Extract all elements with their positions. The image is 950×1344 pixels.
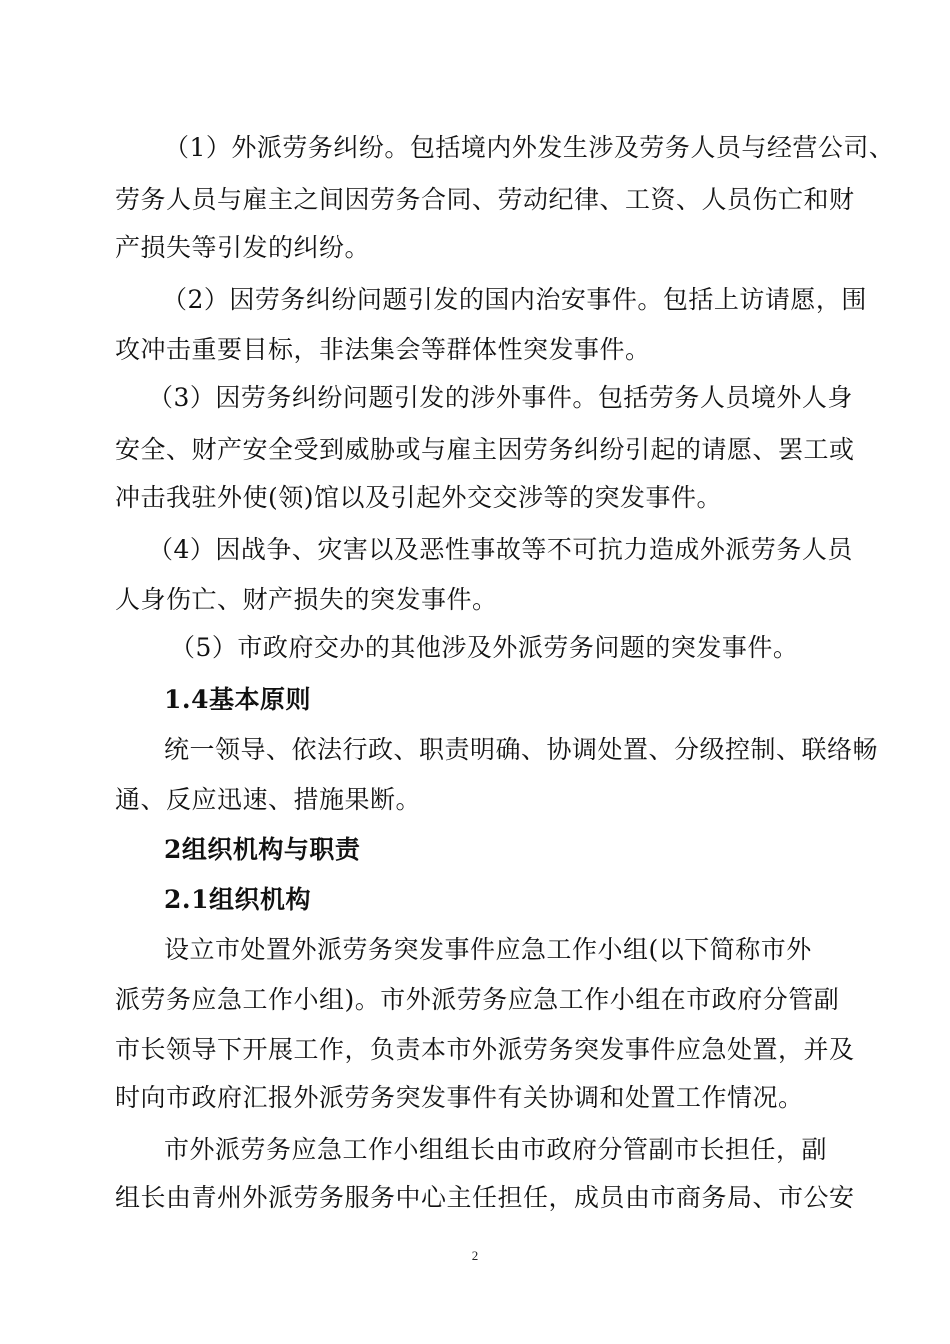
text-line: 市长领导下开展工作，负责本市外派劳务突发事件应急处置，并及 <box>115 1035 855 1064</box>
text-line: （3）因劳务纠纷问题引发的涉外事件。包括劳务人员境外人身 <box>148 383 853 412</box>
text-line: 通、反应迅速、措施果断。 <box>115 785 422 814</box>
text-line: （2）因劳务纠纷问题引发的国内治安事件。包括上访请愿，围 <box>162 285 867 314</box>
text-line: （5）市政府交办的其他涉及外派劳务问题的突发事件。 <box>170 633 799 662</box>
text-line: 时向市政府汇报外派劳务突发事件有关协调和处置工作情况。 <box>115 1083 804 1112</box>
text-line: 劳务人员与雇主之间因劳务合同、劳动纪律、工资、人员伤亡和财 <box>115 185 855 214</box>
text-line: 设立市处置外派劳务突发事件应急工作小组(以下简称市外 <box>164 935 812 964</box>
section-heading: 1.4基本原则 <box>164 685 311 714</box>
text-line: 派劳务应急工作小组)。市外派劳务应急工作小组在市政府分管副 <box>115 985 840 1014</box>
text-line: 组长由青州外派劳务服务中心主任担任，成员由市商务局、市公安 <box>115 1183 855 1212</box>
text-line: 市外派劳务应急工作小组组长由市政府分管副市长担任，副 <box>164 1135 828 1164</box>
section-heading: 2组织机构与职责 <box>164 835 361 864</box>
section-heading: 2.1组织机构 <box>164 885 311 914</box>
text-line: （1）外派劳务纠纷。包括境内外发生涉及劳务人员与经营公司、 <box>164 133 895 162</box>
page-number: 2 <box>471 1248 479 1263</box>
text-line: 安全、财产安全受到威胁或与雇主因劳务纠纷引起的请愿、罢工或 <box>115 435 855 464</box>
text-line: 攻冲击重要目标，非法集会等群体性突发事件。 <box>115 335 651 364</box>
text-line: 人身伤亡、财产损失的突发事件。 <box>115 585 498 614</box>
text-line: 统一领导、依法行政、职责明确、协调处置、分级控制、联络畅 <box>164 735 879 764</box>
text-line: 产损失等引发的纠纷。 <box>115 233 371 262</box>
text-line: 冲击我驻外使(领)馆以及引起外交交涉等的突发事件。 <box>115 483 723 512</box>
text-line: （4）因战争、灾害以及恶性事故等不可抗力造成外派劳务人员 <box>148 535 853 564</box>
